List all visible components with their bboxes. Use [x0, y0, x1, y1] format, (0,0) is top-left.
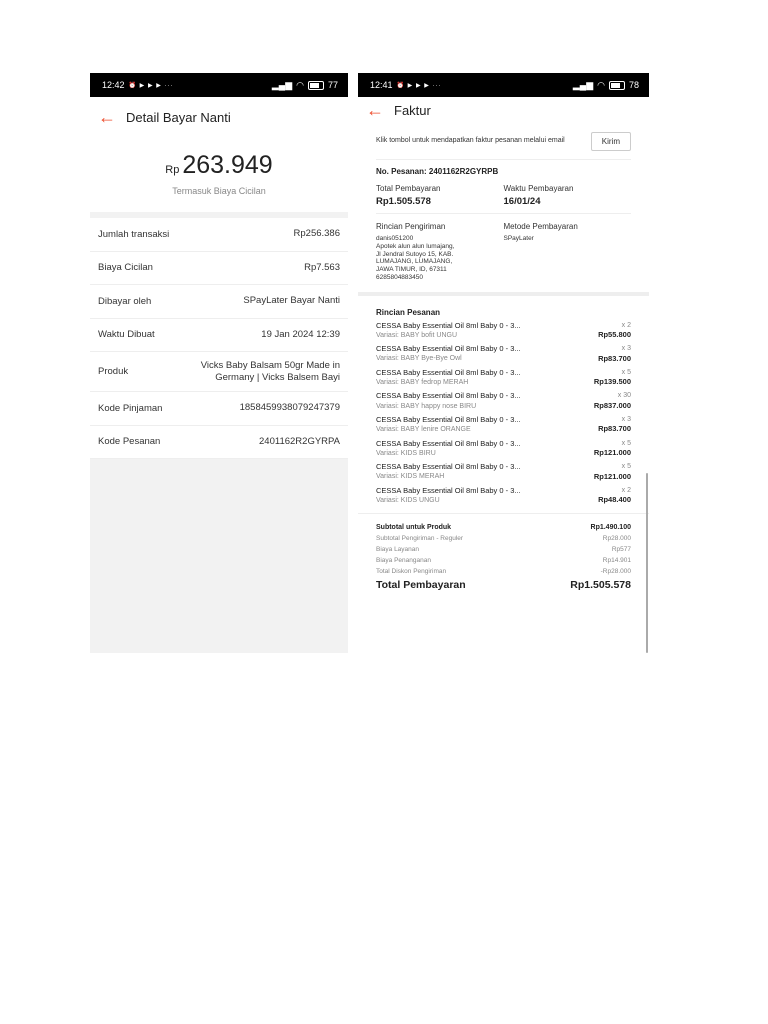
list-item[interactable]	[376, 486, 631, 506]
amount-summary	[90, 137, 348, 212]
summary-subtotal	[376, 524, 631, 531]
summary-label: Subtotal untuk Produk	[376, 524, 452, 532]
wifi-icon: ◠	[296, 79, 304, 90]
detail-label: Dibayar oleh	[98, 295, 152, 307]
grand-total-label: Total Pembayaran	[376, 579, 466, 592]
shipping-address	[376, 235, 504, 282]
detail-label: Kode Pesanan	[98, 436, 161, 448]
battery-icon	[609, 81, 625, 90]
item-name: CESSA Baby Essential Oil 8ml Baby 0 - 3...	[376, 391, 521, 401]
item-quantity: x 5	[621, 439, 631, 447]
item-quantity: x 3	[621, 416, 631, 424]
item-price: Rp837.000	[593, 400, 631, 410]
item-name: CESSA Baby Essential Oil 8ml Baby 0 - 3...	[376, 367, 521, 377]
item-variant: Variasi: BABY fedrop MERAH	[376, 379, 469, 387]
summary-value: Rp577	[611, 546, 631, 554]
item-name: CESSA Baby Essential Oil 8ml Baby 0 - 3...	[376, 320, 521, 330]
status-bar	[358, 73, 649, 97]
address-line: LUMAJANG, LUMAJANG,	[376, 258, 453, 266]
send-invoice-button[interactable]: Kirim	[591, 132, 631, 151]
address-line: danis051200	[376, 235, 414, 242]
order-number: No. Pesanan: 2401162R2GYRPB	[376, 167, 499, 176]
bayar-nanti-screen	[90, 73, 348, 653]
item-variant: Variasi: BABY bofit UNGU	[376, 331, 458, 339]
amount-currency: Rp	[165, 164, 180, 176]
list-item[interactable]	[376, 368, 631, 388]
detail-row-created-time	[90, 319, 348, 353]
summary-label: Subtotal Pengiriman - Reguler	[376, 535, 464, 543]
divider	[358, 513, 649, 514]
list-item[interactable]	[376, 344, 631, 364]
summary-value: Rp1.490.100	[590, 524, 631, 532]
address-line: JAWA TIMUR, ID, 67311	[376, 266, 447, 274]
app-header	[90, 97, 348, 137]
battery-level: 78	[628, 80, 639, 90]
signal-icon: ▂▄▆	[572, 79, 594, 90]
summary-value: -Rp28.000	[600, 568, 631, 576]
back-arrow-icon[interactable]: ←	[366, 100, 384, 120]
detail-value: Vicks Baby Balsam 50gr Made in Germany | Vicks Balsem Bayi	[200, 359, 340, 383]
invoice-screen	[358, 73, 649, 653]
detail-label: Jumlah transaksi	[98, 228, 170, 240]
order-details-title: Rincian Pesanan	[376, 307, 441, 317]
item-quantity: x 5	[621, 368, 631, 376]
email-invoice-box	[376, 123, 631, 160]
list-item[interactable]	[376, 415, 631, 435]
signal-icon: ▂▄▆	[271, 79, 293, 90]
page-title: Faktur	[394, 102, 431, 118]
item-price: Rp83.700	[598, 424, 631, 434]
item-name: CESSA Baby Essential Oil 8ml Baby 0 - 3...	[376, 415, 521, 425]
item-name: CESSA Baby Essential Oil 8ml Baby 0 - 3...	[376, 462, 521, 472]
payment-time-label: Waktu Pembayaran	[503, 184, 574, 193]
summary-value: Rp14.901	[602, 557, 631, 565]
item-variant: Variasi: BABY Bye-Bye Owl	[376, 355, 462, 363]
battery-level: 77	[327, 80, 338, 90]
summary-label: Biaya Penanganan	[376, 557, 431, 565]
detail-value: SPayLater Bayar Nanti	[243, 295, 340, 307]
address-line: Apotek alun alun lumajang,	[376, 242, 455, 250]
divider	[376, 213, 631, 214]
item-variant: Variasi: KIDS BIRU	[376, 449, 436, 457]
summary-label: Total Diskon Pengiriman	[376, 568, 447, 576]
item-name: CESSA Baby Essential Oil 8ml Baby 0 - 3...	[376, 438, 521, 448]
status-time: 12:41	[370, 80, 393, 90]
address-line: Jl Jendral Sutoyo 15, KAB.	[376, 250, 454, 258]
detail-label: Biaya Cicilan	[98, 262, 153, 274]
item-price: Rp121.000	[593, 471, 631, 481]
email-instruction: Klik tombol untuk mendapatkan faktur pesanan melalui email	[376, 136, 565, 144]
item-quantity: x 3	[621, 345, 631, 353]
list-item[interactable]	[376, 439, 631, 459]
notification-icons: ⏰ ▶ ▶ ▶ ···	[396, 82, 442, 89]
battery-icon	[308, 81, 324, 90]
item-price: Rp121.000	[593, 448, 631, 458]
summary-shipping-discount	[376, 568, 631, 575]
detail-row-paid-by	[90, 285, 348, 319]
scrollbar[interactable]	[646, 473, 648, 653]
detail-row-product	[90, 352, 348, 392]
wifi-icon: ◠	[597, 79, 605, 90]
item-variant: Variasi: BABY happy nose BIRU	[376, 402, 477, 410]
detail-row-transaction	[90, 218, 348, 252]
item-quantity: x 2	[621, 486, 631, 494]
amount-note: Termasuk Biaya Cicilan	[172, 186, 266, 196]
detail-label: Kode Pinjaman	[98, 402, 163, 414]
item-price: Rp139.500	[593, 377, 631, 387]
grand-total-value: Rp1.505.578	[570, 579, 631, 592]
list-item[interactable]	[376, 391, 631, 411]
app-header	[358, 97, 649, 123]
summary-service-fee	[376, 546, 631, 553]
back-arrow-icon[interactable]: ←	[98, 107, 116, 127]
detail-label: Waktu Dibuat	[98, 329, 155, 341]
address-line: 6285804883450	[376, 273, 423, 281]
section-divider	[358, 292, 649, 296]
item-price: Rp55.800	[598, 330, 631, 340]
status-bar	[90, 73, 348, 97]
item-variant: Variasi: KIDS MERAH	[376, 473, 445, 481]
item-variant: Variasi: KIDS UNGU	[376, 496, 440, 504]
payment-method-value: SPayLater	[503, 235, 534, 242]
payment-method-label: Metode Pembayaran	[503, 222, 578, 231]
summary-shipping	[376, 535, 631, 542]
item-price: Rp83.700	[598, 353, 631, 363]
detail-value: 1858459938079247379	[239, 402, 340, 414]
item-quantity: x 2	[621, 321, 631, 329]
grand-total	[376, 579, 631, 591]
status-time: 12:42	[102, 80, 125, 90]
item-price: Rp48.400	[598, 495, 631, 505]
item-name: CESSA Baby Essential Oil 8ml Baby 0 - 3...	[376, 485, 521, 495]
item-variant: Variasi: BABY lenire ORANGE	[376, 426, 471, 434]
detail-value: 2401162R2GYRPA	[259, 435, 340, 447]
total-value: Rp1.505.578	[376, 196, 431, 207]
amount-value: 263.949	[182, 151, 273, 179]
page-title: Detail Bayar Nanti	[126, 109, 231, 125]
payment-summary	[376, 184, 631, 207]
total-label: Total Pembayaran	[376, 184, 441, 193]
detail-row-installment-fee	[90, 252, 348, 286]
summary-handling-fee	[376, 557, 631, 564]
detail-row-order-code	[90, 426, 348, 460]
detail-value: 19 Jan 2024 12:39	[261, 328, 340, 340]
detail-value: Rp7.563	[304, 261, 340, 273]
summary-value: Rp28.000	[602, 535, 631, 543]
summary-label: Biaya Layanan	[376, 546, 420, 554]
list-item[interactable]	[376, 462, 631, 482]
detail-list	[90, 218, 348, 459]
notification-icons: ⏰ ▶ ▶ ▶ ···	[128, 82, 174, 89]
detail-value: Rp256.386	[293, 228, 340, 240]
item-quantity: x 30	[617, 392, 631, 400]
list-item[interactable]	[376, 321, 631, 341]
item-quantity: x 5	[621, 463, 631, 471]
shipping-label: Rincian Pengiriman	[376, 222, 446, 231]
detail-row-loan-code	[90, 392, 348, 426]
detail-label: Produk	[98, 366, 129, 377]
payment-time-value: 16/01/24	[503, 196, 541, 207]
item-name: CESSA Baby Essential Oil 8ml Baby 0 - 3...	[376, 344, 521, 354]
shipping-info	[376, 222, 631, 282]
